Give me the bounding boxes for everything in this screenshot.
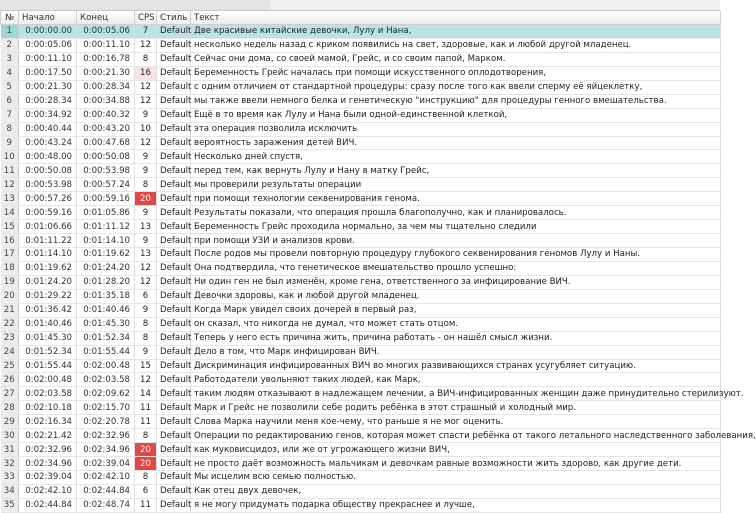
row-start-time: 0:00:34.92 [19, 108, 77, 122]
row-number: 8 [1, 122, 19, 136]
subtitle-row[interactable] [1, 303, 721, 317]
row-end-time: 0:00:21.30 [77, 66, 135, 80]
subtitle-row[interactable] [1, 178, 721, 192]
row-number: 17 [1, 248, 19, 262]
row-text: Несколько дней спустя, [191, 150, 721, 164]
row-text: вероятность заражения детей ВИЧ. [191, 136, 721, 150]
row-text: Теперь у него есть причина жить, причина работать - он нашёл смысл жизни. [191, 331, 721, 345]
row-cps: 6 [135, 289, 157, 303]
subtitle-row[interactable] [1, 275, 721, 289]
row-style: Default [157, 457, 191, 471]
row-cps: 11 [135, 415, 157, 429]
row-style: Default [157, 108, 191, 122]
column-header-end[interactable]: Конец [77, 11, 135, 25]
row-end-time: 0:02:09.62 [77, 387, 135, 401]
subtitle-row[interactable] [1, 94, 721, 108]
row-number: 15 [1, 220, 19, 234]
row-text: как муковисцидоз, или же от угрожающего жизни ВИЧ, [191, 443, 721, 457]
row-end-time: 0:02:20.78 [77, 415, 135, 429]
row-start-time: 0:00:59.16 [19, 206, 77, 220]
row-number: 2 [1, 38, 19, 52]
row-start-time: 0:01:45.30 [19, 331, 77, 345]
row-style: Default [157, 25, 191, 39]
row-text: перед тем, как вернуть Лулу и Нану в матку Грейс, [191, 164, 721, 178]
row-end-time: 0:01:19.62 [77, 248, 135, 262]
row-style: Default [157, 150, 191, 164]
row-start-time: 0:00:53.98 [19, 178, 77, 192]
row-style: Default [157, 331, 191, 345]
row-end-time: 0:00:57.24 [77, 178, 135, 192]
subtitle-row[interactable] [1, 220, 721, 234]
row-style: Default [157, 164, 191, 178]
row-end-time: 0:00:16.78 [77, 52, 135, 66]
subtitle-row[interactable] [1, 38, 721, 52]
row-end-time: 0:01:28.20 [77, 275, 135, 289]
row-text: Мы исцелим всю семью полностью. [191, 471, 721, 485]
row-start-time: 0:00:40.44 [19, 122, 77, 136]
header-row [1, 11, 721, 25]
subtitle-row[interactable] [1, 415, 721, 429]
subtitle-row[interactable] [1, 457, 721, 471]
column-header-text[interactable]: Текст [191, 11, 721, 25]
subtitle-row[interactable] [1, 373, 721, 387]
row-text: Беременность Грейс началась при помощи искусственного оплодотворения, [191, 66, 721, 80]
row-cps: 15 [135, 359, 157, 373]
row-start-time: 0:00:21.30 [19, 80, 77, 94]
row-cps: 8 [135, 331, 157, 345]
row-cps: 7 [135, 25, 157, 39]
row-start-time: 0:01:36.42 [19, 303, 77, 317]
row-cps: 6 [135, 484, 157, 498]
subtitle-row[interactable] [1, 108, 721, 122]
row-end-time: 0:01:05.86 [77, 206, 135, 220]
subtitle-row[interactable] [1, 164, 721, 178]
row-text: я не могу придумать подарка обществу прекраснее и лучше, [191, 498, 721, 512]
row-number: 30 [1, 429, 19, 443]
row-text: Как отец двух девочек, [191, 484, 721, 498]
subtitle-row[interactable] [1, 359, 721, 373]
row-cps: 8 [135, 52, 157, 66]
subtitle-row[interactable] [1, 80, 721, 94]
row-number: 14 [1, 206, 19, 220]
row-text: несколько недель назад с криком появились на свет, здоровые, как и любой другой младенец. [191, 38, 721, 52]
row-end-time: 0:02:39.04 [77, 457, 135, 471]
row-text: Работодатели увольняют таких людей, как Марк, [191, 373, 721, 387]
subtitle-row[interactable] [1, 248, 721, 262]
row-number: 29 [1, 415, 19, 429]
toolbar-left-region [0, 0, 270, 10]
row-end-time: 0:01:52.34 [77, 331, 135, 345]
row-start-time: 0:02:34.96 [19, 457, 77, 471]
subtitle-row[interactable] [1, 150, 721, 164]
row-text: не просто даёт возможность мальчикам и девочкам равные возможности жить здорово, как другие дети. [191, 457, 721, 471]
row-number: 7 [1, 108, 19, 122]
subtitle-row[interactable] [1, 25, 721, 39]
subtitle-row[interactable] [1, 331, 721, 345]
row-end-time: 0:00:34.88 [77, 94, 135, 108]
row-cps: 12 [135, 80, 157, 94]
row-end-time: 0:02:34.96 [77, 443, 135, 457]
row-cps: 11 [135, 401, 157, 415]
row-text: Марк и Грейс не позволили себе родить ребёнка в этот страшный и холодный мир. [191, 401, 721, 415]
row-style: Default [157, 94, 191, 108]
subtitle-row[interactable] [1, 498, 721, 512]
row-style: Default [157, 373, 191, 387]
row-cps: 11 [135, 498, 157, 512]
subtitle-row[interactable] [1, 443, 721, 457]
row-text: Дело в том, что Марк инфицирован ВИЧ. [191, 345, 721, 359]
row-text: Слова Марка научили меня кое-чему, что раньше я не мог оценить. [191, 415, 721, 429]
row-number: 5 [1, 80, 19, 94]
row-style: Default [157, 192, 191, 206]
row-number: 19 [1, 275, 19, 289]
row-style: Default [157, 484, 191, 498]
row-number: 3 [1, 52, 19, 66]
row-number: 12 [1, 178, 19, 192]
row-start-time: 0:00:11.10 [19, 52, 77, 66]
subtitle-row[interactable] [1, 122, 721, 136]
row-text: Ни один ген не был изменён, кроме гена, ответственного за инфицирование ВИЧ. [191, 275, 721, 289]
row-number: 4 [1, 66, 19, 80]
row-start-time: 0:01:29.22 [19, 289, 77, 303]
row-cps: 12 [135, 94, 157, 108]
row-start-time: 0:02:32.96 [19, 443, 77, 457]
row-cps: 8 [135, 471, 157, 485]
subtitle-row[interactable] [1, 387, 721, 401]
row-end-time: 0:02:48.74 [77, 498, 135, 512]
row-end-time: 0:01:11.12 [77, 220, 135, 234]
row-text: Она подтвердила, что генетическое вмешательство прошло успешно: [191, 261, 721, 275]
subtitle-row[interactable] [1, 234, 721, 248]
row-end-time: 0:00:05.06 [77, 25, 135, 39]
row-start-time: 0:00:48.00 [19, 150, 77, 164]
row-start-time: 0:01:55.44 [19, 359, 77, 373]
row-style: Default [157, 38, 191, 52]
row-number: 26 [1, 373, 19, 387]
row-start-time: 0:00:57.26 [19, 192, 77, 206]
row-text: Ещё в то время как Лулу и Нана были одной-единственной клеткой, [191, 108, 721, 122]
row-end-time: 0:00:11.10 [77, 38, 135, 52]
row-number: 16 [1, 234, 19, 248]
row-number: 18 [1, 261, 19, 275]
row-style: Default [157, 387, 191, 401]
row-number: 23 [1, 331, 19, 345]
row-end-time: 0:00:43.20 [77, 122, 135, 136]
row-style: Default [157, 261, 191, 275]
row-number: 28 [1, 401, 19, 415]
row-text: После родов мы провели повторную процедуру глубокого секвенирования геномов Лулу и Наны. [191, 248, 721, 262]
row-style: Default [157, 66, 191, 80]
row-start-time: 0:00:43.24 [19, 136, 77, 150]
row-style: Default [157, 415, 191, 429]
row-start-time: 0:02:39.04 [19, 471, 77, 485]
row-start-time: 0:01:24.20 [19, 275, 77, 289]
row-style: Default [157, 289, 191, 303]
row-text: таким людям отказывают в надлежащем лечении, а ВИЧ-инфицированных женщин даже принудительно стерилизуют. [191, 387, 721, 401]
row-start-time: 0:01:19.62 [19, 261, 77, 275]
row-number: 11 [1, 164, 19, 178]
row-cps: 13 [135, 248, 157, 262]
row-text: Когда Марк увидел своих дочерей в первый раз, [191, 303, 721, 317]
row-number: 6 [1, 94, 19, 108]
row-text: при помощи УЗИ и анализов крови. [191, 234, 721, 248]
row-end-time: 0:02:32.96 [77, 429, 135, 443]
row-end-time: 0:02:15.70 [77, 401, 135, 415]
row-start-time: 0:02:16.34 [19, 415, 77, 429]
row-text: эта операция позволила исключить [191, 122, 721, 136]
row-number: 20 [1, 289, 19, 303]
row-style: Default [157, 443, 191, 457]
row-end-time: 0:02:42.10 [77, 471, 135, 485]
row-end-time: 0:01:35.18 [77, 289, 135, 303]
row-cps: 14 [135, 387, 157, 401]
row-text: с одним отличием от стандартной процедуры: сразу после того как ввели сперму её яйцеклетку, [191, 80, 721, 94]
subtitle-row[interactable] [1, 206, 721, 220]
row-end-time: 0:00:40.32 [77, 108, 135, 122]
row-style: Default [157, 248, 191, 262]
row-cps: 13 [135, 220, 157, 234]
row-style: Default [157, 359, 191, 373]
row-cps: 20 [135, 457, 157, 471]
row-number: 31 [1, 443, 19, 457]
row-number: 25 [1, 359, 19, 373]
subtitle-row[interactable] [1, 429, 721, 443]
row-start-time: 0:00:28.34 [19, 94, 77, 108]
row-cps: 10 [135, 122, 157, 136]
subtitle-row[interactable] [1, 66, 721, 80]
row-style: Default [157, 345, 191, 359]
row-number: 9 [1, 136, 19, 150]
row-start-time: 0:02:21.42 [19, 429, 77, 443]
row-style: Default [157, 317, 191, 331]
row-end-time: 0:02:44.84 [77, 484, 135, 498]
row-number: 35 [1, 498, 19, 512]
row-text: мы проверили результаты операции [191, 178, 721, 192]
row-start-time: 0:00:05.06 [19, 38, 77, 52]
row-number: 10 [1, 150, 19, 164]
row-cps: 9 [135, 303, 157, 317]
subtitle-row[interactable] [1, 345, 721, 359]
row-cps: 12 [135, 136, 157, 150]
row-start-time: 0:02:00.48 [19, 373, 77, 387]
subtitle-row[interactable] [1, 317, 721, 331]
subtitle-row[interactable] [1, 289, 721, 303]
column-header-start[interactable]: Начало [19, 11, 77, 25]
column-header-number[interactable]: № [1, 11, 19, 25]
toolbar-strip [0, 0, 720, 11]
row-number: 32 [1, 457, 19, 471]
row-style: Default [157, 80, 191, 94]
row-cps: 12 [135, 38, 157, 52]
row-number: 33 [1, 471, 19, 485]
column-header-style[interactable]: Стиль [157, 11, 191, 25]
subtitle-row[interactable] [1, 484, 721, 498]
row-style: Default [157, 52, 191, 66]
row-end-time: 0:00:59.16 [77, 192, 135, 206]
row-text: Результаты показали, что операция прошла благополучно, как и планировалось. [191, 206, 721, 220]
column-header-cps[interactable]: CPS [135, 11, 157, 25]
row-cps: 9 [135, 345, 157, 359]
row-text: Две красивые китайские девочки, Лулу и Нана, [191, 25, 721, 39]
row-style: Default [157, 122, 191, 136]
row-text: Девочки здоровы, как и любой другой младенец. [191, 289, 721, 303]
row-end-time: 0:02:03.58 [77, 373, 135, 387]
row-start-time: 0:02:03.58 [19, 387, 77, 401]
row-start-time: 0:01:40.46 [19, 317, 77, 331]
row-start-time: 0:00:17.50 [19, 66, 77, 80]
row-number: 21 [1, 303, 19, 317]
row-text: Сейчас они дома, со своей мамой, Грейс, и со своим папой, Марком. [191, 52, 721, 66]
row-cps: 9 [135, 234, 157, 248]
row-cps: 12 [135, 275, 157, 289]
row-style: Default [157, 234, 191, 248]
row-text: Беременность Грейс проходила нормально, за чем мы тщательно следили [191, 220, 721, 234]
subtitle-row[interactable] [1, 261, 721, 275]
row-style: Default [157, 136, 191, 150]
row-cps: 8 [135, 317, 157, 331]
row-number: 22 [1, 317, 19, 331]
row-cps: 8 [135, 429, 157, 443]
row-style: Default [157, 471, 191, 485]
row-end-time: 0:00:28.34 [77, 80, 135, 94]
row-start-time: 0:02:10.18 [19, 401, 77, 415]
row-style: Default [157, 401, 191, 415]
subtitle-table [0, 11, 756, 513]
row-cps: 20 [135, 192, 157, 206]
row-style: Default [157, 498, 191, 512]
row-cps: 9 [135, 108, 157, 122]
row-cps: 12 [135, 261, 157, 275]
row-style: Default [157, 303, 191, 317]
row-text: Операции по редактированию генов, которая может спасти ребёнка от такого летального наследственного заболевания, [191, 429, 721, 443]
row-number: 27 [1, 387, 19, 401]
subtitle-grid[interactable] [0, 11, 756, 511]
row-start-time: 0:02:44.84 [19, 498, 77, 512]
row-start-time: 0:01:06.66 [19, 220, 77, 234]
row-number: 13 [1, 192, 19, 206]
subtitle-row[interactable] [1, 52, 721, 66]
row-end-time: 0:00:50.08 [77, 150, 135, 164]
row-style: Default [157, 275, 191, 289]
row-end-time: 0:01:55.44 [77, 345, 135, 359]
row-style: Default [157, 220, 191, 234]
row-start-time: 0:01:11.22 [19, 234, 77, 248]
row-cps: 8 [135, 178, 157, 192]
row-end-time: 0:01:14.10 [77, 234, 135, 248]
row-cps: 12 [135, 373, 157, 387]
subtitle-row[interactable] [1, 471, 721, 485]
row-number: 24 [1, 345, 19, 359]
row-cps: 9 [135, 164, 157, 178]
row-text: он сказал, что никогда не думал, что может стать отцом. [191, 317, 721, 331]
row-start-time: 0:01:52.34 [19, 345, 77, 359]
subtitle-row[interactable] [1, 401, 721, 415]
row-style: Default [157, 206, 191, 220]
row-end-time: 0:00:53.98 [77, 164, 135, 178]
row-start-time: 0:02:42.10 [19, 484, 77, 498]
row-text: мы также ввели немного белка и генетическую "инструкцию" для процедуры генного вмешательства. [191, 94, 721, 108]
subtitle-row[interactable] [1, 192, 721, 206]
row-cps: 20 [135, 443, 157, 457]
row-number: 1 [1, 25, 19, 39]
row-end-time: 0:01:40.46 [77, 303, 135, 317]
subtitle-row[interactable] [1, 136, 721, 150]
row-end-time: 0:01:24.20 [77, 261, 135, 275]
row-start-time: 0:00:00.00 [19, 25, 77, 39]
row-start-time: 0:00:50.08 [19, 164, 77, 178]
row-text: Дискриминация инфицированных ВИЧ во многих развивающихся странах усугубляет ситуацию. [191, 359, 721, 373]
row-text: при помощи технологии секвенирования генома. [191, 192, 721, 206]
row-end-time: 0:01:45.30 [77, 317, 135, 331]
row-number: 34 [1, 484, 19, 498]
row-cps: 16 [135, 66, 157, 80]
row-start-time: 0:01:14.10 [19, 248, 77, 262]
row-cps: 9 [135, 206, 157, 220]
row-style: Default [157, 178, 191, 192]
row-style: Default [157, 429, 191, 443]
row-cps: 9 [135, 150, 157, 164]
row-end-time: 0:00:47.68 [77, 136, 135, 150]
row-end-time: 0:02:00.48 [77, 359, 135, 373]
